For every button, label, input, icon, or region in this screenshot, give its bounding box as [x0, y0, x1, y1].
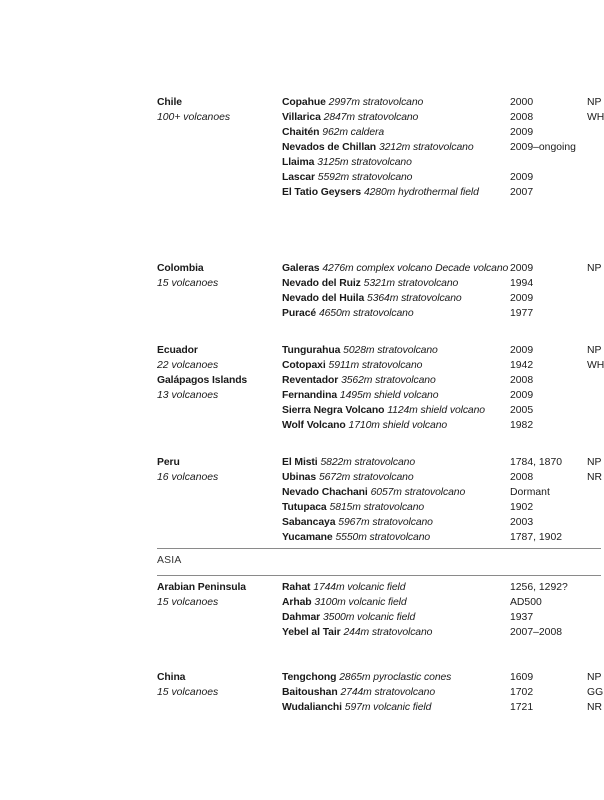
- volcano-description: 1710m shield volcano: [348, 420, 448, 431]
- volcano-name: Ubinas: [282, 472, 317, 483]
- eruption-date: 1784, 1870: [510, 457, 563, 468]
- volcano-entry: [282, 343, 438, 358]
- eruption-date: 2007–2008: [510, 627, 563, 638]
- volcano-entry: [282, 610, 415, 625]
- volcano-name: Puracé: [282, 308, 317, 319]
- eruption-date: 1787, 1902: [510, 532, 563, 543]
- eruption-date: 1994: [510, 278, 534, 289]
- volcano-entry: [282, 291, 462, 306]
- eruption-date: 2008: [510, 375, 534, 386]
- volcano-name: Sierra Negra Volcano: [282, 405, 385, 416]
- volcano-name: Nevados de Chillan: [282, 142, 377, 153]
- volcano-entry: [282, 455, 415, 470]
- eruption-date: 2005: [510, 405, 534, 416]
- continent-heading: ASIA: [157, 555, 182, 566]
- volcano-entry: [282, 261, 508, 276]
- eruption-date: 2009: [510, 172, 534, 183]
- volcano-description: 1744m volcanic field: [313, 582, 406, 593]
- volcano-name: Reventador: [282, 375, 339, 386]
- volcano-name: Nevado del Huila: [282, 293, 365, 304]
- eruption-date: 2007: [510, 187, 534, 198]
- volcano-description: 3500m volcanic field: [322, 612, 416, 623]
- volcano-name: Tutupaca: [282, 502, 327, 513]
- region-name: Colombia: [157, 263, 204, 274]
- volcano-entry: [282, 125, 384, 140]
- eruption-date: 2009: [510, 293, 534, 304]
- subregion-count: 13 volcanoes: [157, 390, 219, 401]
- region-count: 15 volcanoes: [157, 597, 219, 608]
- status-note: NP: [587, 672, 602, 683]
- volcano-description: 5550m stratovolcano: [335, 532, 431, 543]
- eruption-date: 2009–ongoing: [510, 142, 576, 153]
- volcano-name: Rahat: [282, 582, 311, 593]
- eruption-date: 1702: [510, 687, 534, 698]
- volcano-description: 2997m stratovolcano: [328, 97, 424, 108]
- eruption-date: Dormant: [510, 487, 550, 498]
- volcano-name: Lascar: [282, 172, 315, 183]
- section-divider-bottom: [157, 575, 601, 576]
- volcano-name: Tungurahua: [282, 345, 341, 356]
- volcano-name: Sabancaya: [282, 517, 336, 528]
- volcano-description: 5672m stratovolcano: [318, 472, 414, 483]
- region-count: 16 volcanoes: [157, 472, 219, 483]
- volcano-description: 1495m shield volcano: [339, 390, 439, 401]
- volcano-description: 4650m stratovolcano: [318, 308, 414, 319]
- volcano-entry: [282, 500, 424, 515]
- eruption-date: 2003: [510, 517, 534, 528]
- volcano-description: 3562m stratovolcano: [341, 375, 436, 386]
- volcano-description: 5321m stratovolcano: [363, 278, 459, 289]
- region-name: Chile: [157, 97, 182, 108]
- subregion-name: Galápagos Islands: [157, 375, 248, 386]
- volcano-entry: [282, 515, 433, 530]
- eruption-date: 2008: [510, 472, 534, 483]
- volcano-name: Dahmar: [282, 612, 321, 623]
- volcano-description: 1124m shield volcano: [387, 405, 485, 416]
- volcano-name: Wolf Volcano: [282, 420, 346, 431]
- volcano-entry: [282, 670, 451, 685]
- eruption-date: 1256, 1292?: [510, 582, 568, 593]
- volcano-entry: [282, 530, 430, 545]
- volcano-entry: [282, 155, 412, 170]
- volcano-description: 5815m stratovolcano: [329, 502, 425, 513]
- eruption-date: 2009: [510, 345, 534, 356]
- eruption-date: 2009: [510, 263, 534, 274]
- eruption-date: 2008: [510, 112, 534, 123]
- volcano-description: 5967m stratovolcano: [338, 517, 433, 528]
- volcano-entry: [282, 403, 485, 418]
- volcano-entry: [282, 580, 405, 595]
- volcano-entry: [282, 110, 418, 125]
- eruption-date: 1609: [510, 672, 534, 683]
- region-count: 15 volcanoes: [157, 687, 219, 698]
- volcano-entry: [282, 685, 435, 700]
- eruption-date: 1977: [510, 308, 534, 319]
- eruption-date: 1982: [510, 420, 534, 431]
- section-divider-top: [157, 548, 601, 549]
- volcano-description: 2847m stratovolcano: [323, 112, 419, 123]
- eruption-date: 2000: [510, 97, 534, 108]
- eruption-date: 1937: [510, 612, 534, 623]
- volcano-name: Llaima: [282, 157, 315, 168]
- volcano-entry: [282, 418, 447, 433]
- volcano-description: 5592m stratovolcano: [317, 172, 413, 183]
- volcano-entry: [282, 276, 458, 291]
- status-note: NP: [587, 457, 602, 468]
- volcano-description: 3125m stratovolcano: [317, 157, 412, 168]
- volcano-description: 6057m stratovolcano: [370, 487, 466, 498]
- volcano-entry: [282, 625, 432, 640]
- volcano-name: Cotopaxi: [282, 360, 326, 371]
- volcano-name: Galeras: [282, 263, 320, 274]
- eruption-date: 1942: [510, 360, 534, 371]
- volcano-entry: [282, 485, 465, 500]
- region-count: 22 volcanoes: [157, 360, 219, 371]
- status-note: WH: [587, 360, 604, 371]
- volcano-name: Yucamane: [282, 532, 333, 543]
- volcano-entry: [282, 306, 414, 321]
- status-note: GG: [587, 687, 604, 698]
- region-count: 100+ volcanoes: [157, 112, 231, 123]
- volcano-entry: [282, 95, 423, 110]
- status-note: NP: [587, 345, 602, 356]
- volcano-name: Fernandina: [282, 390, 338, 401]
- region-count: 15 volcanoes: [157, 278, 219, 289]
- volcano-description: 5911m stratovolcano: [328, 360, 423, 371]
- region-name: Peru: [157, 457, 180, 468]
- volcano-name: Yebel al Tair: [282, 627, 341, 638]
- status-note: NP: [587, 97, 602, 108]
- volcano-description: 3212m stratovolcano: [378, 142, 474, 153]
- volcano-name: Chaitén: [282, 127, 320, 138]
- volcano-description: 244m stratovolcano: [343, 627, 433, 638]
- eruption-date: 2009: [510, 127, 534, 138]
- volcano-name: Baitoushan: [282, 687, 338, 698]
- status-note: NP: [587, 263, 602, 274]
- volcano-entry: [282, 470, 414, 485]
- volcano-description: 5822m stratovolcano: [320, 457, 416, 468]
- volcano-name: El Tatio Geysers: [282, 187, 362, 198]
- volcano-entry: [282, 388, 438, 403]
- volcano-entry: [282, 373, 436, 388]
- eruption-date: AD500: [510, 597, 542, 608]
- volcano-description: 5028m stratovolcano: [343, 345, 438, 356]
- region-name: Ecuador: [157, 345, 198, 356]
- volcano-description: 4280m hydrothermal field: [363, 187, 479, 198]
- eruption-date: 1721: [510, 702, 534, 713]
- volcano-description: 4276m complex volcano Decade volcano: [322, 263, 509, 274]
- volcano-description: 2865m pyroclastic cones: [339, 672, 452, 683]
- volcano-description: 5364m stratovolcano: [367, 293, 462, 304]
- eruption-date: 1902: [510, 502, 534, 513]
- volcano-entry: [282, 358, 422, 373]
- volcano-name: Villarica: [282, 112, 321, 123]
- volcano-entry: [282, 700, 431, 715]
- volcano-description: 597m volcanic field: [344, 702, 432, 713]
- volcano-entry: [282, 140, 474, 155]
- volcano-description: 2744m stratovolcano: [340, 687, 436, 698]
- volcano-entry: [282, 595, 407, 610]
- status-note: NR: [587, 702, 603, 713]
- volcano-name: Tengchong: [282, 672, 337, 683]
- volcano-name: El Misti: [282, 457, 318, 468]
- volcano-name: Copahue: [282, 97, 326, 108]
- volcano-name: Nevado Chachani: [282, 487, 368, 498]
- region-name: China: [157, 672, 186, 683]
- status-note: WH: [587, 112, 604, 123]
- eruption-date: 2009: [510, 390, 534, 401]
- volcano-name: Wudalianchi: [282, 702, 342, 713]
- volcano-entry: [282, 170, 412, 185]
- volcano-entry: [282, 185, 479, 200]
- region-name: Arabian Peninsula: [157, 582, 246, 593]
- status-note: NR: [587, 472, 603, 483]
- volcano-name: Arhab: [282, 597, 312, 608]
- volcano-description: 3100m volcanic field: [314, 597, 407, 608]
- volcano-description: 962m caldera: [322, 127, 385, 138]
- volcano-name: Nevado del Ruiz: [282, 278, 361, 289]
